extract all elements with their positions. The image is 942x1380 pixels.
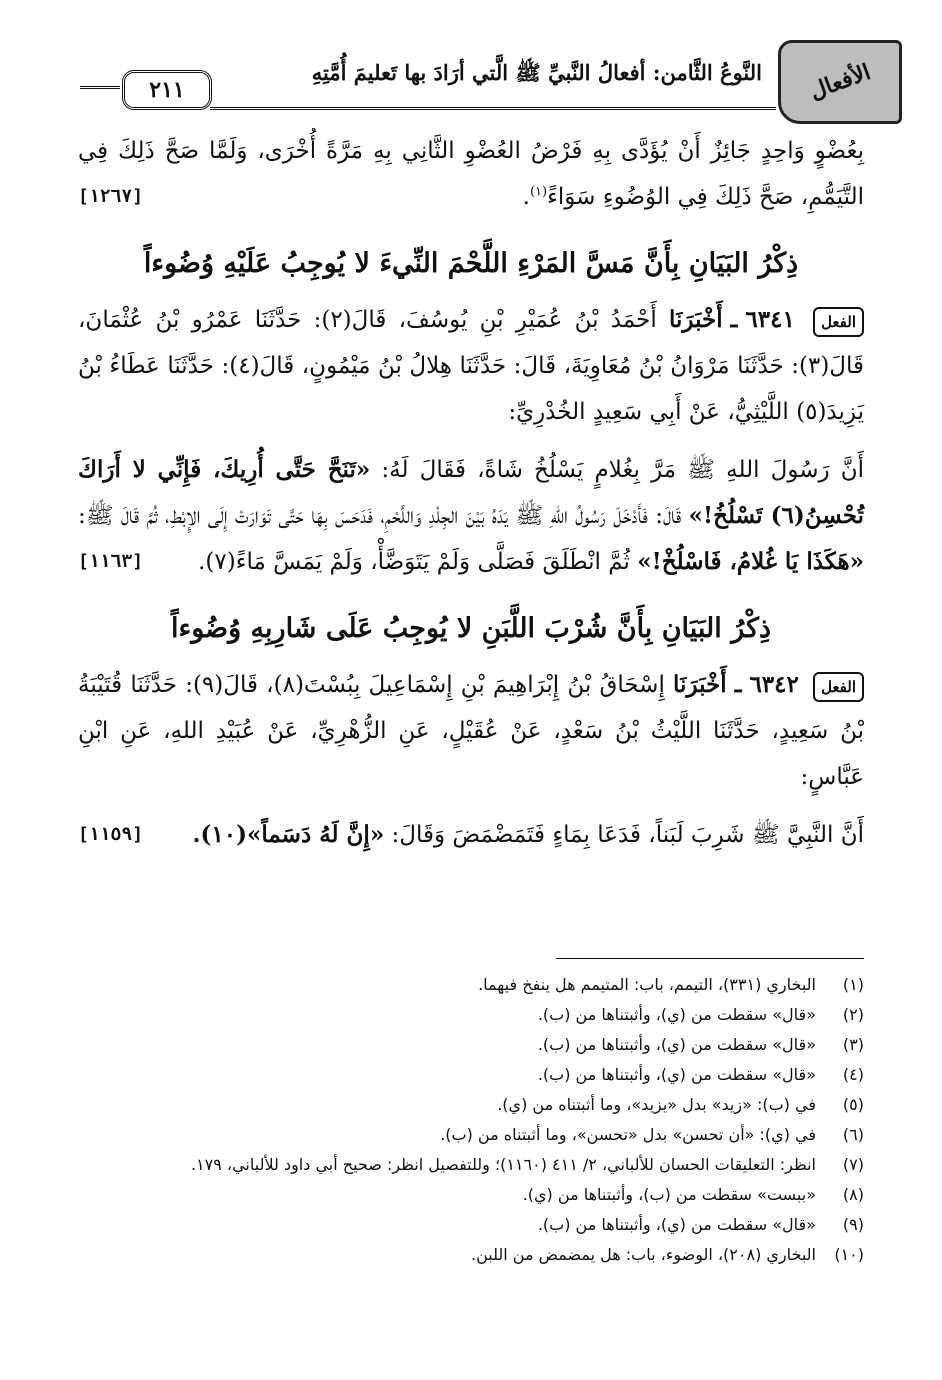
footnote [78,1090,864,1120]
prophetic-speech: «هَكَذَا يَا غُلامُ، فَاسْلُخْ!» [637,548,864,575]
reference-number: [١١٦٣] [78,551,144,572]
footnote-number: (٥) [842,1095,864,1114]
hadith-6341-isnad [78,297,864,435]
matn-text: قَالَ: فَأَدْخَلَ رَسُولُ اللهِ ﷺ يَدَهُ بَيْنَ الجِلْدِ وَاللَّحْمِ، فَدَحَسَ بِهَا حَتَّى تَوَارَتْ إِلَى الإِبْطِ، ثُمَّ قَالَ ﷺ: [78,503,682,529]
footnote-text: في (ب): «زيد» بدل «يزيد»، وما أثبتناه من (ي). [497,1095,816,1114]
hadith-6341-matn [78,447,864,585]
chapter-badge-label: الأفعال [806,59,874,105]
hadith-number: ٦٣٤٢ ـ أَخْبَرَنَا [673,671,799,698]
footnote-number: (٦) [842,1125,864,1144]
footnote [78,1060,864,1090]
reference-number: [١٢٦٧] [78,186,144,207]
footnote-text: «قال» سقطت من (ي)، وأثبتناها من (ب). [537,1215,816,1234]
footnote [78,1000,864,1030]
footnote [78,1240,864,1270]
hadith-number: ٦٣٤١ ـ أَخْبَرَنَا [669,306,795,333]
footnote-text: «قال» سقطت من (ي)، وأثبتناها من (ب). [537,1065,816,1084]
footnote [78,1120,864,1150]
hadith-6342-matn [78,812,864,858]
footnote-number: (٤) [842,1065,864,1084]
reference-number: [١١٥٩] [78,824,144,845]
prophetic-speech: «إِنَّ لَهُ دَسَماً»(١٠). [192,821,385,848]
prophetic-speech: «تَنَحَّ حَتَّى أُرِيكَ، فَإِنِّي لا أَرَاكَ تُحْسِنُ(٦) تَسْلُخُ!» [78,456,865,529]
section-heading-2: ذِكْرُ البَيَانِ بِأَنَّ شُرْبَ اللَّبَنِ لا يُوجِبُ عَلَى شَارِبِهِ وُضُوءاً [171,613,771,644]
footnote-number: (٧) [842,1155,864,1174]
intro-text: بِعُضْوٍ وَاحِدٍ جَائِزٌ أَنْ يُؤَدَّى بِهِ فَرْضُ العُضْوِ الثَّانِي بِهِ مَرَّةً أُخْرَى، وَلَمَّا صَحَّ ذَلِكَ فِي التَّيَمُّمِ، صَحَّ ذَلِكَ فِي الوُضُوءِ سَوَاءً [78,138,864,210]
footnote-number: (١٠) [834,1245,864,1264]
footnote [78,1150,864,1180]
isnad-text: أَحْمَدُ بْنُ عُمَيْرِ بْنِ يُوسُفَ، قَالَ(٢): حَدَّثَنَا عَمْرُو بْنُ عُثْمَانَ، قَالَ(٣): حَدَّثَنَا مَرْوَانُ بْنُ مُعَاوِيَةَ، قَالَ: حَدَّثَنَا هِلالُ بْنُ مَيْمُونٍ، قَالَ(٤): حَدَّثَنَا عَطَاءُ بْنُ يَزِيدَ(٥) اللَّيْثِيُّ، عَنْ أَبِي سَعِيدٍ الخُدْرِيِّ: [78,307,865,425]
footnote-text: البخاري (٣٣١)، التيمم، باب: المتيمم هل ينفخ فيهما. [478,975,816,994]
footnote-text: انظر: التعليقات الحسان للألباني، ٢/ ٤١١ (١١٦٠)؛ وللتفصيل انظر: صحيح أبي داود للألباني، ١٧٩. [190,1155,816,1174]
isnad-text: إِسْحَاقُ بْنُ إِبْرَاهِيمَ بْنِ إِسْمَاعِيلَ بِبُسْتَ(٨)، قَالَ(٩): حَدَّثَنَا قُتَيْبَةُ بْنُ سَعِيدٍ، حَدَّثَنَا اللَّيْثُ بْنُ سَعْدٍ، عَنْ عُقَيْلٍ، عَنِ الزُّهْرِيِّ، عَنْ عُبَيْدِ اللهِ، عَنِ ابْنِ عَبَّاسٍ: [78,672,864,790]
footnote-number: (١) [842,975,864,994]
intro-paragraph: بِعُضْوٍ وَاحِدٍ جَائِزٌ أَنْ يُؤَدَّى بِهِ فَرْضُ العُضْوِ الثَّانِي بِهِ مَرَّةً أُخْرَى، وَلَمَّا صَحَّ ذَلِكَ فِي التَّيَمُّمِ، صَحَّ ذَلِكَ فِي الوُضُوءِ سَوَاءً$^{(١)}$. [١٢٦٧] [78,128,864,220]
footnote-text: «قال» سقطت من (ي)، وأثبتناها من (ب). [537,1035,816,1054]
footnotes [78,970,864,1270]
matn-text: ثُمَّ انْطَلَقَ فَصَلَّى وَلَمْ يَتَوَضَّأْ، وَلَمْ يَمَسَّ مَاءً(٧). [198,549,630,575]
footnote [78,1030,864,1060]
fasl-badge: الفعل [813,307,864,337]
header-rule-right [210,107,776,110]
footnote-text: «قال» سقطت من (ي)، وأثبتناها من (ب). [537,1005,816,1024]
footnote-text: في (ي): «أن تحسن» بدل «تحسن»، وما أثبتناه من (ب). [440,1125,816,1144]
footnote-number: (٣) [842,1035,864,1054]
footnote [78,1210,864,1240]
footnote-text: البخاري (٢٠٨)، الوضوء، باب: هل يمضمض من اللبن. [471,1245,816,1264]
footnote-number: (٨) [842,1185,864,1204]
footnote-mark: (١) [529,184,548,200]
main-text [78,128,864,858]
section-heading-1: ذِكْرُ البَيَانِ بِأَنَّ مَسَّ المَرْءِ اللَّحْمَ النِّيءَ لا يُوجِبُ عَلَيْهِ وُضُوءاً [143,248,799,279]
matn-text: أَنَّ النَّبِيَّ ﷺ شَرِبَ لَبَناً، فَدَعَا بِمَاءٍ فَتَمَضْمَضَ وَقَالَ: [391,822,864,848]
footnote-number: (٩) [842,1215,864,1234]
matn-text: أَنَّ رَسُولَ اللهِ ﷺ مَرَّ بِغُلامٍ يَسْلُخُ شَاةً، فَقَالَ لَهُ: [381,457,864,483]
header-rule-left [80,86,120,89]
fasl-badge: الفعل [813,672,864,702]
page-number: ٢١١ [122,70,212,110]
running-head: النَّوعُ الثَّامن: أفعالُ النَّبيِّ ﷺ الَّتي أرَادَ بها تَعليمَ أُمَّتِهِ [311,60,762,85]
footnote-text: «ببست» سقطت من (ب)، وأثبتناها من (ي). [522,1185,816,1204]
footnote-separator [556,958,864,959]
footnote-number: (٢) [842,1005,864,1024]
footnote [78,970,864,1000]
page-header [60,40,902,120]
chapter-badge [778,40,902,124]
footnote [78,1180,864,1210]
hadith-6342-isnad [78,662,864,800]
